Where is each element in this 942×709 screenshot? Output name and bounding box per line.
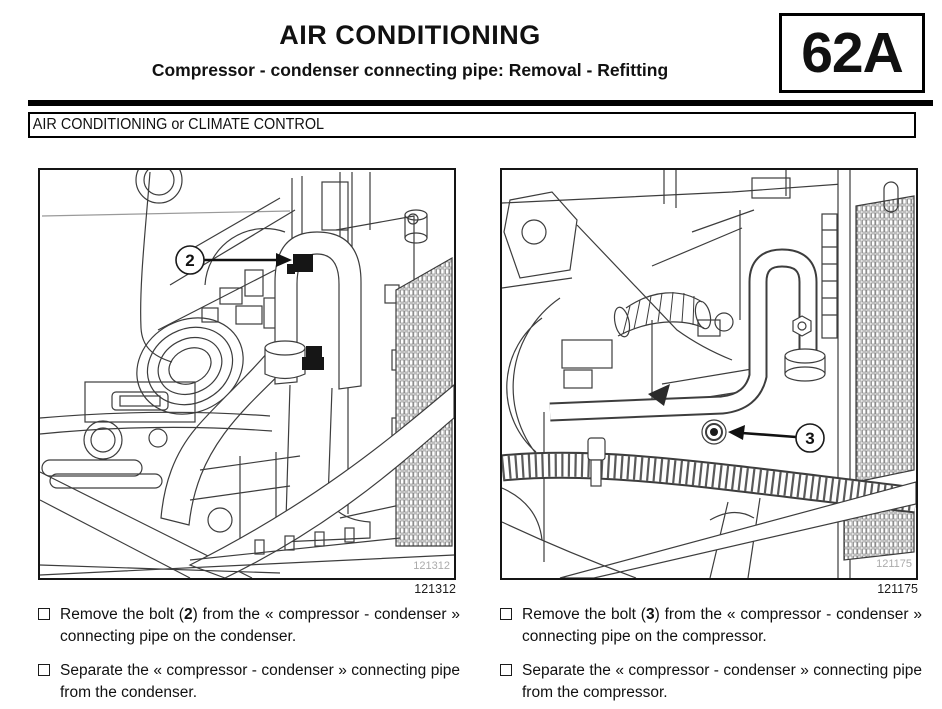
page-subtitle: Compressor - condenser connecting pipe: Removal - Refitting xyxy=(151,60,669,80)
step-text: Separate the « compressor - condenser » connecting pipe from the compressor. xyxy=(522,662,922,702)
step-text-pre: Remove the bolt ( xyxy=(522,606,646,623)
step-bolt-number: 2 xyxy=(183,606,193,623)
step-text-post: ) from the « compressor - condenser » connecting pipe on the compressor. xyxy=(522,606,922,645)
instruction-step xyxy=(498,604,922,647)
instruction-step xyxy=(36,660,460,703)
figure-watermark: 121175 xyxy=(876,558,912,570)
engine-illustration-condenser xyxy=(40,170,454,578)
header-divider-rule xyxy=(28,100,933,106)
instructions-left-column xyxy=(36,604,460,709)
callout-2-label: 2 xyxy=(185,251,195,270)
checkbox-bullet-icon xyxy=(38,664,50,676)
step-text-post: ) from the « compressor - condenser » connecting pipe on the condenser. xyxy=(60,606,460,645)
checkbox-bullet-icon xyxy=(500,608,512,620)
figure-number-left: 121312 xyxy=(414,582,456,596)
step-text xyxy=(60,604,460,647)
step-text: Separate the « compressor - condenser » connecting pipe from the condenser. xyxy=(60,662,460,702)
checkbox-bullet-icon xyxy=(500,664,512,676)
figure-watermark: 121312 xyxy=(413,560,450,572)
instruction-step xyxy=(36,604,460,647)
scope-banner-box xyxy=(28,112,916,138)
step-text-pre: Remove the bolt ( xyxy=(60,606,184,623)
step-bolt-number: 3 xyxy=(645,606,655,623)
engine-illustration-compressor xyxy=(502,170,916,578)
step-text xyxy=(522,604,922,647)
instructions-right-column xyxy=(498,604,922,709)
figure-compressor-side xyxy=(500,168,918,580)
callout-arrow-icon xyxy=(728,425,745,440)
section-code-badge: 62A xyxy=(779,13,925,93)
callout-3 xyxy=(728,424,824,452)
page-title: AIR CONDITIONING xyxy=(279,20,541,50)
figure-condenser-side xyxy=(38,168,456,580)
scope-banner-text: AIR CONDITIONING or CLIMATE CONTROL xyxy=(32,116,325,133)
figure-number-right: 121175 xyxy=(877,582,918,596)
callout-3-label: 3 xyxy=(805,429,815,448)
checkbox-bullet-icon xyxy=(38,608,50,620)
instruction-step xyxy=(498,660,922,703)
